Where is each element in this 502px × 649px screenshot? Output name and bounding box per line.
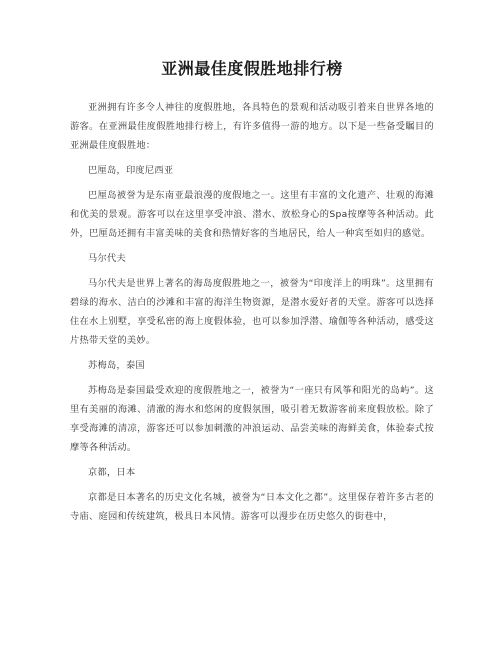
section-body-koh-samui: 苏梅岛是泰国最受欢迎的度假胜地之一，被誉为“一座只有风筝和阳光的岛屿”。这里有美丽的海滩、清澈的海水和悠闲的度假氛围，吸引着无数游客前来度假放松。除了享受海滩的清凉，游客还可以参加刺激的冲浪运动、品尝美味的海鲜美食，体验泰式按摩等各种活动。	[70, 385, 434, 453]
intro-paragraph: 亚洲拥有许多令人神往的度假胜地，各具特色的景观和活动吸引着来自世界各地的游客。在亚洲最佳度假胜地排行榜上，有许多值得一游的地方。以下是一些备受瞩目的亚洲最佳度假胜地：	[70, 102, 434, 151]
section-body-maldives: 马尔代夫是世界上著名的海岛度假胜地之一，被誉为“印度洋上的明珠”。这里拥有碧绿的海水、洁白的沙滩和丰富的海洋生物资源，是潜水爱好者的天堂。游客可以选择住在水上别墅，享受私密的海上度假体验，也可以参加浮潜、瑜伽等各种活动，感受这片热带天堂的美妙。	[70, 278, 434, 346]
section-heading-koh-samui: 苏梅岛，泰国	[88, 360, 145, 371]
section-heading-maldives: 马尔代夫	[88, 253, 126, 264]
section-body-bali: 巴厘岛被誉为是东南亚最浪漫的度假地之一。这里有丰富的文化遗产、壮观的海滩和优美的景观。游客可以在这里享受冲浪、潜水、放松身心的Spa按摩等各种活动。此外，巴厘岛还拥有丰富美味的美食和热情好客的当地居民，给人一种宾至如归的感觉。	[70, 190, 434, 239]
section-heading-bali: 巴厘岛，印度尼西亚	[88, 165, 174, 176]
page-title: 亚洲最佳度假胜地排行榜	[161, 59, 343, 78]
section-heading-kyoto: 京都，日本	[88, 467, 136, 478]
section-body-kyoto: 京都是日本著名的历史文化名城，被誉为“日本文化之都”。这里保存着许多古老的寺庙、庭园和传统建筑，极具日本风情。游客可以漫步在历史悠久的街巷中，	[70, 492, 434, 522]
